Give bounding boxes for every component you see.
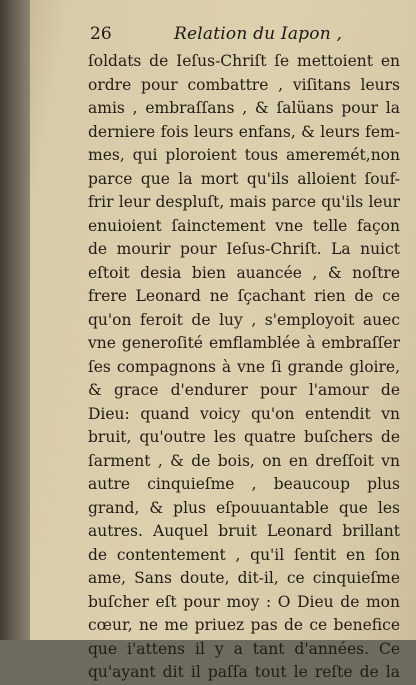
text-line: eſtoit desia bien auancée , & noſtre bbox=[88, 263, 400, 282]
page-header bbox=[62, 24, 392, 46]
text-line: derniere fois leurs enfans, & leurs fem- bbox=[88, 122, 400, 141]
text-line: buſcher eſt pour moy : O Dieu de mon bbox=[88, 592, 400, 611]
text-line: grand, & plus eſpouuantable que les bbox=[88, 498, 400, 517]
text-line: vne generoſité emflamblée à embraſſer bbox=[88, 334, 400, 352]
text-line: que i'attens il y a tant d'années. Ce bbox=[88, 639, 400, 658]
text-line: ſoldats de Ieſus-Chriſt ſe mettoient en bbox=[88, 52, 400, 70]
body-text bbox=[88, 50, 400, 685]
text-line: qu'ayant dit il paſſa tout le reſte de la bbox=[88, 663, 400, 681]
text-line: & grace d'endurer pour l'amour de bbox=[88, 381, 400, 399]
text-line: bruit, qu'outre les quatre buſchers de bbox=[88, 428, 400, 446]
text-line: cœur, ne me priuez pas de ce benefice bbox=[88, 616, 400, 634]
text-line: ordre pour combattre , viſitans leurs bbox=[88, 75, 400, 94]
text-line: qu'on feroit de luy , s'employoit auec bbox=[88, 310, 400, 329]
text-line: frir leur despluſt, mais parce qu'ils leur bbox=[88, 193, 400, 211]
text-line: amis , embraſſans , & ſalüans pour la bbox=[88, 99, 400, 117]
text-line: de contentement , qu'il ſentit en ſon bbox=[88, 545, 400, 564]
text-line: Dieu: quand voicy qu'on entendit vn bbox=[88, 404, 400, 423]
text-line: enuioient ſainctement vne telle façon bbox=[88, 216, 400, 235]
text-line: frere Leonard ne ſçachant rien de ce bbox=[88, 287, 400, 305]
text-line: autre cinquieſme , beaucoup plus bbox=[88, 475, 400, 493]
page-number: 26 bbox=[90, 24, 112, 44]
book-gutter bbox=[0, 0, 30, 640]
text-line: autres. Auquel bruit Leonard brillant bbox=[88, 522, 400, 540]
text-line: de mourir pour Ieſus-Chriſt. La nuict bbox=[88, 240, 400, 258]
text-line: parce que la mort qu'ils alloient ſouf- bbox=[88, 169, 400, 188]
text-line: ame, Sans doute, dit-il, ce cinquieſme bbox=[88, 569, 400, 587]
text-line: ſes compagnons à vne ſi grande gloire, bbox=[88, 357, 400, 376]
running-title: Relation du Iapon , bbox=[174, 24, 343, 44]
text-line: mes, qui ploroient tous ameremét,non bbox=[88, 146, 400, 164]
text-line: ſarment , & de bois, on en dreſſoit vn bbox=[88, 451, 400, 470]
